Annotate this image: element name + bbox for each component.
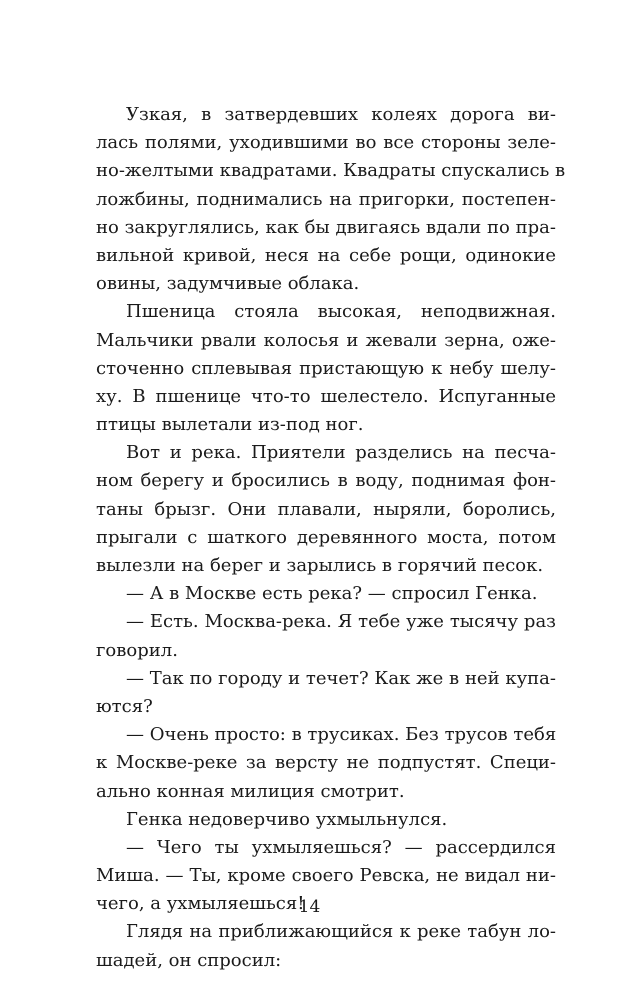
text-line: — А в Москве есть река? — спросил Генка. (126, 583, 538, 605)
text-line: ном берегу и бросились в воду, поднимая фон- (96, 470, 556, 492)
text-line: ложбины, поднимались на пригорки, постепен- (96, 188, 556, 210)
text-line: Вот и река. Приятели разделись на песча- (126, 442, 556, 464)
text-line: говорил. (96, 639, 178, 661)
text-line: птицы вылетали из-под ног. (96, 414, 364, 436)
text-line: Пшеница стояла высокая, неподвижная. (126, 301, 556, 323)
text-line: лась полями, уходившими во все стороны зеле- (96, 132, 556, 154)
text-line: Глядя на приближающийся к реке табун ло- (126, 921, 556, 943)
text-line: ху. В пшенице что-то шелестело. Испуганные (96, 385, 556, 407)
text-line: шадей, он спросил: (96, 949, 282, 971)
body-text (96, 101, 566, 975)
text-line: Узкая, в затвердевших колеях дорога ви- (126, 104, 556, 125)
text-line: ально конная милиция смотрит. (96, 780, 405, 802)
text-line: вильной кривой, неся на себе рощи, одинокие (96, 244, 556, 266)
text-line: — Есть. Москва-река. Я тебе уже тысячу раз (126, 611, 556, 633)
text-line: но закруглялись, как бы двигаясь вдали по пра- (96, 216, 556, 238)
text-line: ются? (96, 695, 153, 717)
text-line: — Очень просто: в трусиках. Без трусов тебя (126, 724, 557, 746)
text-line: прыгали с шаткого деревянного моста, потом (96, 526, 556, 548)
text-line: таны брызг. Они плавали, ныряли, боролись, (96, 498, 556, 520)
text-line: сточенно сплевывая пристающую к небу шелу- (96, 357, 556, 379)
text-line: Миша. — Ты, кроме своего Ревска, не видал ни- (96, 865, 556, 887)
text-line: вылезли на берег и зарылись в горячий песок. (96, 555, 544, 576)
text-line: но-желтыми квадратами. Квадраты спускались в (96, 160, 566, 182)
text-line: чего, а ухмыляешься! (96, 893, 305, 915)
text-line: к Москве-реке за версту не подпустят. Специ- (96, 752, 556, 774)
text-line: Мальчики рвали колосья и жевали зерна, оже- (96, 329, 556, 351)
page-number: 14 (298, 897, 321, 917)
text-line: Генка недоверчиво ухмыльнулся. (126, 808, 448, 830)
text-line: — Так по городу и течет? Как же в ней купа- (126, 667, 556, 689)
text-line: — Чего ты ухмыляешься? — рассердился (126, 836, 556, 858)
text-line: овины, задумчивые облака. (96, 273, 360, 295)
